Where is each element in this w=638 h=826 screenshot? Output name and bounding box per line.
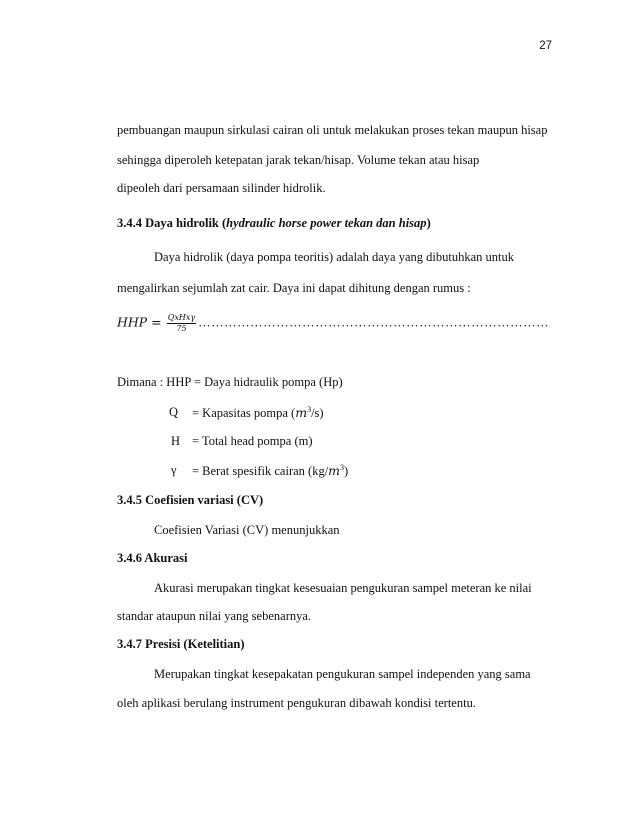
section-heading-3-4-7: 3.4.7 Presisi (Ketelitian) <box>117 637 245 651</box>
definition-q-tail: /s) <box>311 406 324 421</box>
symbol-gamma: γ <box>171 463 177 477</box>
symbol-h: H <box>171 434 181 448</box>
section-heading-3-4-5: 3.4.5 Coefisien variasi (CV) <box>117 493 264 507</box>
heading-italic-text: hydraulic horse power tekan dan hisap <box>226 216 427 230</box>
heading-close: ) <box>426 216 431 230</box>
section-heading-3-4-6: 3.4.6 Akurasi <box>117 551 188 565</box>
paragraph-line: Akurasi merupakan tingkat kesesuaian pengukuran sampel meteran ke nilai <box>154 581 532 595</box>
unit-exponent: 3 <box>340 463 345 472</box>
paragraph-line: Daya hidrolik (daya pompa teoritis) adalah daya yang dibutuhkan untuk <box>154 250 514 264</box>
paragraph-line: dipeoleh dari persamaan silinder hidrolik. <box>117 181 326 195</box>
unit-m: m <box>295 405 308 421</box>
formula-fraction <box>167 313 196 334</box>
symbol-q: Q <box>169 405 179 419</box>
page-number: 27 <box>539 40 552 52</box>
definition-q-text: = Kapasitas pompa ( <box>192 406 296 421</box>
formula-denominator: 75 <box>176 324 187 333</box>
section-heading-3-4-4 <box>117 216 431 231</box>
formula-numerator: QxHxγ <box>167 313 196 322</box>
paragraph-line: Coefisien Variasi (CV) menunjukkan <box>154 523 340 537</box>
definition-label: Dimana : HHP = Daya hidraulik pompa (Hp) <box>117 375 343 389</box>
paragraph-line: standar ataupun nilai yang sebenarnya. <box>117 609 312 623</box>
definition-h: = Total head pompa (m) <box>192 434 313 448</box>
formula-lhs: HHP = <box>117 314 162 330</box>
unit-m: m <box>328 463 341 479</box>
unit-exponent: 3 <box>307 405 312 414</box>
paragraph-line: pembuangan maupun sirkulasi cairan oli untuk melakukan proses tekan maupun hisap <box>117 123 548 137</box>
definition-gamma-tail: ) <box>344 464 349 479</box>
paragraph-line: sehingga diperoleh ketepatan jarak tekan/hisap. Volume tekan atau hisap <box>117 153 480 167</box>
definition-gamma <box>192 463 348 479</box>
definition-q <box>192 405 324 421</box>
paragraph-line: Merupakan tingkat kesepakatan pengukuran sampel independen yang sama <box>154 667 531 681</box>
paragraph-line: mengalirkan sejumlah zat cair. Daya ini dapat dihitung dengan rumus : <box>117 281 471 295</box>
heading-text: 3.4.4 Daya hidrolik ( <box>117 216 227 230</box>
definition-gamma-text: = Berat spesifik cairan (kg/ <box>192 464 329 479</box>
paragraph-line: oleh aplikasi berulang instrument pengukuran dibawah kondisi tertentu. <box>117 696 476 710</box>
formula <box>117 313 549 334</box>
formula-dots: ……………………………………………………………………… <box>198 315 550 330</box>
